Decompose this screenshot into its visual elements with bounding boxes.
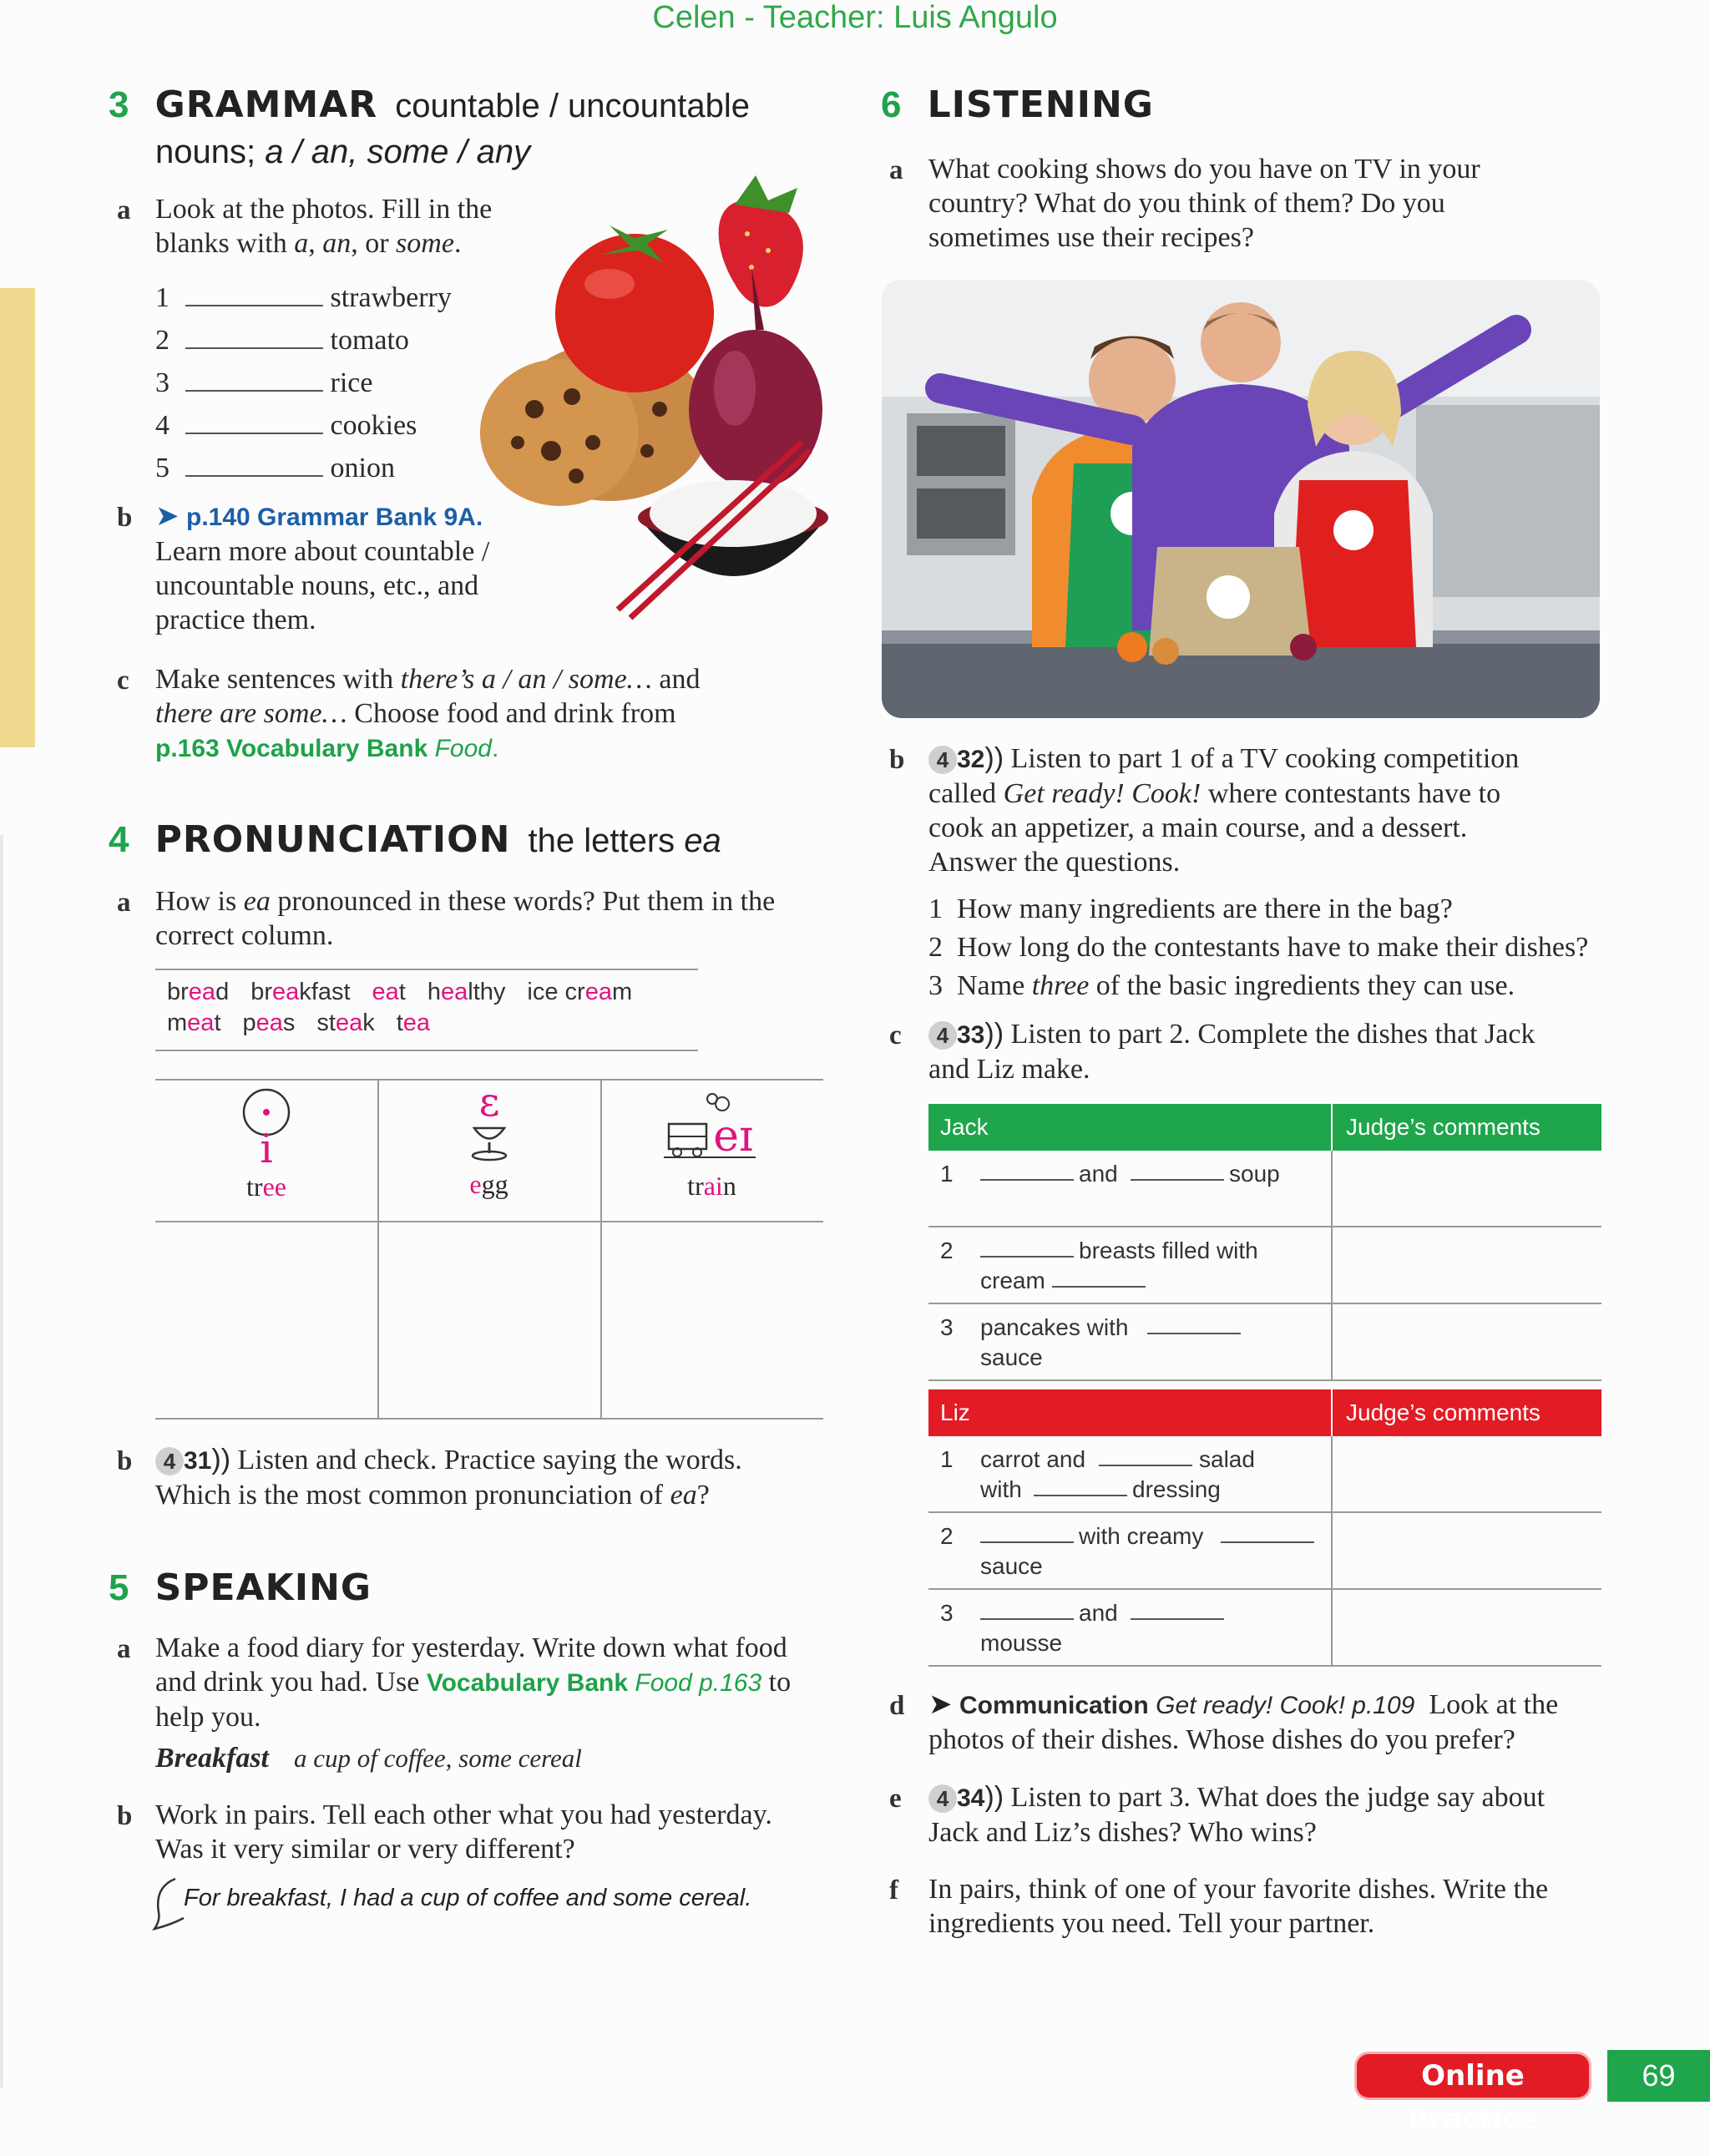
item-number: 4 xyxy=(155,410,169,441)
exercise-5b xyxy=(155,1798,865,1866)
item-letter: a xyxy=(117,1634,131,1664)
link-text: p.163 Vocabulary Bank xyxy=(155,735,435,762)
table-row xyxy=(928,1590,1601,1667)
text: and xyxy=(651,664,701,695)
text: a xyxy=(294,228,309,259)
instruction-line xyxy=(928,1688,1630,1723)
item-word: onion xyxy=(330,453,395,483)
speech-text: For breakfast, I had a cup of coffee and some cereal. xyxy=(184,1885,752,1911)
strawberry-image xyxy=(719,175,803,307)
table-row xyxy=(928,1513,1601,1590)
row-text: and xyxy=(1079,1600,1118,1626)
exercise-6d xyxy=(928,1688,1630,1757)
instruction-line: cook an appetizer, a main course, and a dessert. xyxy=(928,812,1468,843)
text: the letters xyxy=(528,822,685,859)
word-row xyxy=(167,977,654,1008)
vocabulary-bank-link[interactable]: Food p.163 xyxy=(635,1669,762,1697)
audio-cd-icon[interactable]: 4 xyxy=(928,746,957,774)
text: of the basic ingredients they can use. xyxy=(1089,970,1515,1001)
tomato-image xyxy=(555,225,714,392)
instruction-line: sometimes use their recipes? xyxy=(928,222,1254,253)
item-number: 2 xyxy=(155,325,169,356)
exercise-3b xyxy=(155,499,539,637)
row-number: 1 xyxy=(940,1161,954,1187)
audio-cd-icon[interactable]: 4 xyxy=(928,1021,957,1050)
pronunciation-word: tea xyxy=(396,1010,431,1036)
audio-track[interactable]: 32 xyxy=(957,746,985,773)
item-letter: a xyxy=(117,195,131,225)
pronunciation-table xyxy=(155,1079,823,1421)
pronunciation-word: bread xyxy=(167,979,230,1005)
section-title: GRAMMAR xyxy=(154,84,378,126)
section-subtitle: countable / uncountable xyxy=(395,88,751,124)
instruction-line: help you. xyxy=(155,1702,261,1733)
instruction-line: Look at the photos. Fill in the xyxy=(155,194,493,225)
item-number: 1 xyxy=(155,282,169,313)
example-label: Breakfast xyxy=(155,1743,269,1774)
pronunciation-word: ice cream xyxy=(527,979,633,1005)
sound-waves-icon: )) xyxy=(211,1444,231,1475)
answer-blank[interactable] xyxy=(1131,1618,1224,1620)
list-item xyxy=(155,323,506,366)
row-text: soup xyxy=(1229,1161,1280,1187)
text: Choose food and drink from xyxy=(347,698,676,729)
list-item xyxy=(155,366,506,408)
instruction-line xyxy=(928,777,1630,811)
text: , xyxy=(308,228,323,259)
example-text: a cup of coffee, some cereal xyxy=(294,1744,582,1773)
answer-blank[interactable] xyxy=(1147,1333,1241,1334)
row-text: carrot and xyxy=(980,1446,1086,1472)
text: and drink you had. Use xyxy=(155,1667,427,1698)
question-number: 2 xyxy=(928,932,943,963)
section-6-heading xyxy=(881,84,1632,126)
text: ea xyxy=(243,886,271,917)
instruction-line: What cooking shows do you have on TV in your xyxy=(928,154,1480,185)
text: ea xyxy=(670,1480,697,1511)
instruction-line: photos of their dishes. Whose dishes do you prefer? xyxy=(928,1724,1515,1755)
sound-waves-icon: )) xyxy=(984,1018,1004,1050)
tree-icon xyxy=(237,1087,296,1167)
item-word: tomato xyxy=(330,325,409,356)
instruction-line: and Liz make. xyxy=(928,1054,1090,1085)
audio-track[interactable]: 33 xyxy=(957,1021,985,1049)
text: called xyxy=(928,778,1004,809)
answer-blank[interactable] xyxy=(980,1618,1074,1620)
item-letter: d xyxy=(889,1691,905,1721)
table-header-name: Liz xyxy=(940,1399,970,1425)
item-letter: a xyxy=(889,155,903,185)
sound-waves-icon: )) xyxy=(984,742,1004,774)
audio-cd-icon[interactable]: 4 xyxy=(155,1447,184,1475)
page-number: 69 xyxy=(1607,2050,1710,2102)
section-number: 3 xyxy=(109,84,129,125)
text: How long do the contestants have to make their dishes? xyxy=(957,932,1589,963)
text: Which is the most common pronunciation of xyxy=(155,1480,670,1511)
text: to xyxy=(761,1667,792,1698)
row-number: 2 xyxy=(940,1523,954,1549)
egg-cup-icon xyxy=(456,1082,523,1166)
section-number: 5 xyxy=(109,1567,129,1608)
answer-blank[interactable] xyxy=(185,305,323,306)
row-number: 1 xyxy=(940,1446,954,1472)
section-subtitle xyxy=(529,822,721,859)
text: ea xyxy=(684,822,721,859)
highlight: e xyxy=(469,1169,482,1199)
item-letter: b xyxy=(889,745,905,775)
text: there’s a / an / some… xyxy=(400,664,652,695)
row-text: and xyxy=(1079,1161,1118,1187)
highlight: ee xyxy=(262,1172,286,1202)
instruction-line xyxy=(928,1780,1630,1815)
table-header-name: Jack xyxy=(940,1114,989,1140)
text: Look at the xyxy=(1429,1689,1559,1720)
row-number: 3 xyxy=(940,1600,954,1626)
text: blanks with xyxy=(155,228,295,259)
answer-blank[interactable] xyxy=(1034,1495,1127,1496)
table-header xyxy=(928,1104,1601,1151)
item-letter: b xyxy=(117,503,133,533)
exercise-5a xyxy=(155,1631,865,1775)
question-item xyxy=(928,890,1630,929)
instruction-line: Jack and Liz’s dishes? Who wins? xyxy=(928,1817,1317,1848)
row-text: cream xyxy=(980,1268,1045,1293)
phonetic-symbol: i xyxy=(260,1126,273,1167)
instruction-line: Answer the questions. xyxy=(928,847,1181,878)
table-header xyxy=(928,1389,1601,1436)
audio-track[interactable]: 34 xyxy=(957,1784,985,1812)
item-word: strawberry xyxy=(330,282,452,313)
text: three xyxy=(1031,970,1090,1001)
text: . xyxy=(491,735,499,762)
item-word: rice xyxy=(330,367,373,398)
text: pronounced in these words? Put them in the xyxy=(270,886,776,917)
table-row xyxy=(928,1151,1601,1227)
text: where contestants have to xyxy=(1201,778,1501,809)
word-row xyxy=(167,1008,654,1039)
answer-blank[interactable] xyxy=(1052,1286,1146,1288)
text: n xyxy=(722,1171,736,1201)
row-text: with xyxy=(980,1476,1022,1502)
row-text: breasts filled with xyxy=(1079,1237,1258,1263)
section-title: SPEAKING xyxy=(154,1566,372,1609)
item-number: 3 xyxy=(155,367,169,398)
exercise-4b xyxy=(155,1443,857,1512)
section-title: PRONUNCIATION xyxy=(154,818,511,861)
phonetic-symbol: eɪ xyxy=(712,1111,753,1162)
table-header-comments: Judge’s comments xyxy=(1346,1399,1541,1425)
instruction-line: ingredients you need. Tell your partner. xyxy=(928,1908,1375,1939)
train-icon xyxy=(662,1091,762,1166)
item-letter: f xyxy=(889,1875,898,1905)
communication-link[interactable]: Communication xyxy=(959,1692,1149,1719)
question-item xyxy=(928,929,1630,967)
subtitle-text: nouns; xyxy=(155,134,266,170)
pronunciation-word: steak xyxy=(316,1010,375,1036)
list-item xyxy=(155,408,506,451)
row-text: salad xyxy=(1199,1446,1255,1472)
item-letter: c xyxy=(889,1020,902,1050)
text: , or xyxy=(351,228,397,259)
row-number: 2 xyxy=(940,1237,954,1263)
grammar-bank-link[interactable] xyxy=(155,499,539,534)
section-number: 6 xyxy=(881,84,902,125)
exercise-6a xyxy=(928,152,1630,255)
exercise-4a-instructions xyxy=(155,884,848,953)
link-italic: Food xyxy=(434,735,492,762)
page-edge-tab xyxy=(0,288,35,747)
instruction-line xyxy=(928,1017,1630,1052)
exercise-6f xyxy=(928,1872,1630,1941)
row-text: mousse xyxy=(980,1630,1063,1656)
item-letter: b xyxy=(117,1446,133,1476)
online-practice-button[interactable]: Online Practice xyxy=(1357,2054,1589,2098)
subtitle-italic: a / an, some / any xyxy=(265,134,531,170)
column-word xyxy=(377,1169,600,1200)
instruction-line: correct column. xyxy=(155,920,334,951)
text: there are some… xyxy=(155,698,347,729)
answer-blank[interactable] xyxy=(185,475,323,477)
item-number: 5 xyxy=(155,453,169,483)
row-text: with creamy xyxy=(1079,1523,1204,1549)
arrow-right-icon: ➤ xyxy=(928,1689,953,1720)
link-text: p.140 Grammar Bank 9A. xyxy=(186,504,483,531)
list-item xyxy=(155,451,506,493)
text: Listen and check. Practice saying the words. xyxy=(237,1445,742,1475)
question-list xyxy=(928,890,1630,1005)
text: . xyxy=(453,228,462,259)
text: Get ready! Cook! xyxy=(1003,778,1202,809)
column-word xyxy=(600,1171,823,1202)
answer-blank[interactable] xyxy=(1221,1541,1314,1543)
instruction-line xyxy=(155,1478,857,1512)
section-title: LISTENING xyxy=(927,84,1154,126)
column-egg xyxy=(377,1082,600,1200)
section-3-heading xyxy=(109,84,860,126)
exercise-6c xyxy=(928,1017,1630,1086)
question-number: 1 xyxy=(928,893,943,924)
cooking-show-photo xyxy=(882,280,1600,718)
pronunciation-word: eat xyxy=(372,979,406,1005)
communication-link[interactable]: Get ready! Cook! p.109 xyxy=(1156,1692,1415,1719)
row-text: sauce xyxy=(980,1344,1043,1370)
instruction-line: Make a food diary for yesterday. Write down what food xyxy=(155,1632,787,1663)
section-number: 4 xyxy=(109,819,129,860)
page-edge-strip xyxy=(0,835,3,2088)
instruction-line xyxy=(155,1665,865,1700)
instruction-line: Work in pairs. Tell each other what you had yesterday. xyxy=(155,1799,772,1830)
instruction-line: country? What do you think of them? Do you xyxy=(928,188,1445,219)
section-5-heading xyxy=(109,1566,860,1609)
audio-track[interactable]: 31 xyxy=(184,1447,212,1475)
vocabulary-bank-link[interactable] xyxy=(155,731,840,766)
jack-dishes-table xyxy=(928,1104,1601,1381)
question-number: 3 xyxy=(928,970,943,1001)
text: Listen to part 3. What does the judge say about xyxy=(1010,1782,1546,1813)
row-number: 3 xyxy=(940,1314,954,1340)
text: gg xyxy=(481,1169,508,1199)
word-box-words xyxy=(167,977,654,1039)
section-3-subtitle-line2 xyxy=(155,134,530,171)
answer-blank[interactable] xyxy=(1131,1179,1224,1181)
vocabulary-bank-link[interactable]: Vocabulary Bank xyxy=(426,1669,635,1697)
sound-waves-icon: )) xyxy=(984,1781,1004,1813)
exercise-3c xyxy=(155,662,840,766)
answer-blank[interactable] xyxy=(980,1256,1074,1258)
answer-blank[interactable] xyxy=(185,390,323,392)
text: an xyxy=(322,228,352,259)
question-item xyxy=(928,967,1630,1005)
list-item xyxy=(155,281,506,323)
text: tr xyxy=(687,1171,704,1201)
table-row xyxy=(928,1227,1601,1304)
text: Listen to part 2. Complete the dishes that Jack xyxy=(1010,1019,1535,1050)
column-tree xyxy=(155,1087,377,1202)
arrow-right-icon: ➤ xyxy=(155,501,180,532)
text: some xyxy=(396,228,454,259)
pronunciation-word: peas xyxy=(242,1010,296,1036)
instruction-line: Learn more about countable / xyxy=(155,536,490,567)
example-line xyxy=(155,1741,865,1775)
pronunciation-word: healthy xyxy=(427,979,506,1005)
instruction-line: practice them. xyxy=(155,605,316,635)
pronunciation-word: breakfast xyxy=(250,979,351,1005)
text: Name xyxy=(957,970,1032,1001)
item-word: cookies xyxy=(330,410,417,441)
text: How is xyxy=(155,886,244,917)
row-text: sauce xyxy=(980,1553,1043,1579)
instruction-line xyxy=(155,884,848,919)
text: tr xyxy=(246,1172,263,1202)
exercise-6e xyxy=(928,1780,1630,1850)
answer-blank[interactable] xyxy=(185,433,323,434)
table-row xyxy=(928,1304,1601,1381)
exercise-6b xyxy=(928,741,1630,879)
text: ? xyxy=(696,1480,710,1511)
page-header: Celen - Teacher: Luis Angulo xyxy=(652,0,1058,35)
liz-dishes-table xyxy=(928,1389,1601,1667)
row-text: dressing xyxy=(1132,1476,1221,1502)
item-letter: b xyxy=(117,1801,133,1831)
instruction-line xyxy=(155,662,840,696)
answer-blank[interactable] xyxy=(1099,1465,1192,1466)
text: How many ingredients are there in the bag? xyxy=(957,893,1453,924)
item-letter: c xyxy=(117,666,129,696)
answer-blank[interactable] xyxy=(980,1179,1074,1181)
instruction-line: uncountable nouns, etc., and xyxy=(155,570,479,601)
instruction-line: Was it very similar or very different? xyxy=(155,1834,575,1865)
column-train xyxy=(600,1091,823,1202)
pronunciation-word: meat xyxy=(167,1010,221,1036)
instruction-line xyxy=(155,696,840,731)
instruction-line: In pairs, think of one of your favorite dishes. Write the xyxy=(928,1874,1549,1905)
table-row xyxy=(928,1436,1601,1513)
text: Make sentences with xyxy=(155,664,401,695)
table-header-comments: Judge’s comments xyxy=(1346,1114,1541,1140)
instruction-line xyxy=(155,1443,857,1478)
phonetic-symbol: ɛ xyxy=(478,1082,499,1126)
audio-cd-icon[interactable]: 4 xyxy=(928,1784,957,1813)
answer-blank[interactable] xyxy=(185,347,323,349)
item-letter: e xyxy=(889,1784,902,1814)
text: Listen to part 1 of a TV cooking competition xyxy=(1010,743,1520,774)
fill-in-list xyxy=(155,281,506,493)
section-4-heading xyxy=(109,818,860,861)
instruction-line xyxy=(928,741,1630,777)
highlight: ai xyxy=(703,1171,723,1201)
answer-blank[interactable] xyxy=(980,1541,1074,1543)
item-letter: a xyxy=(117,888,131,918)
column-word xyxy=(155,1172,377,1202)
row-text: pancakes with xyxy=(980,1314,1129,1340)
